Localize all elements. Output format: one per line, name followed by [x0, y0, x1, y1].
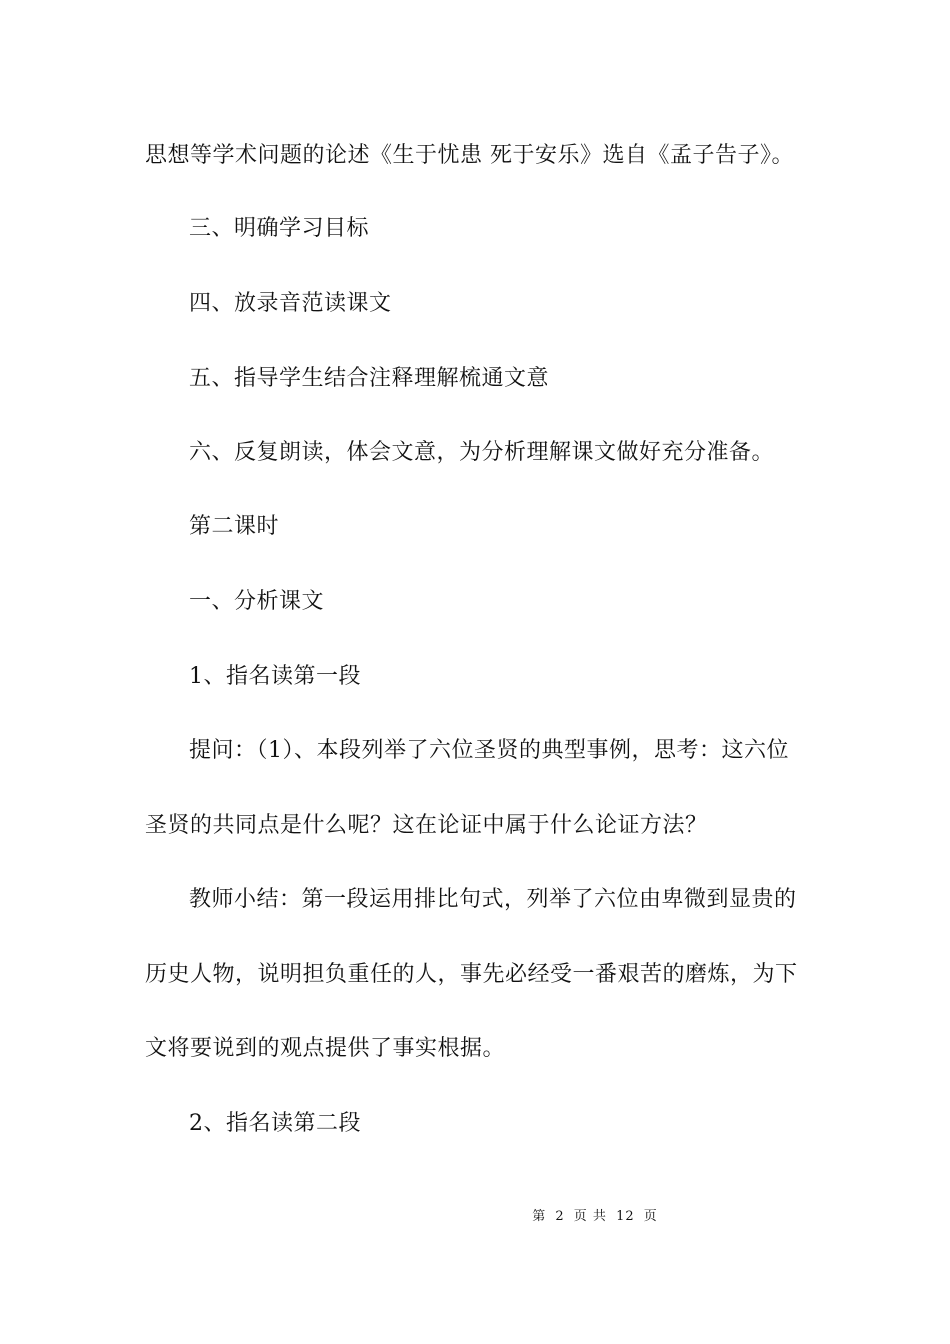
section-heading: 五、指导学生结合注释理解梳通文意: [189, 366, 550, 391]
paragraph-line: 圣贤的共同点是什么呢？这在论证中属于什么论证方法？: [145, 813, 708, 838]
footer-middle: 页 共: [573, 1209, 607, 1224]
section-heading: 三、明确学习目标: [189, 216, 370, 241]
footer-suffix: 页: [643, 1209, 658, 1224]
page-footer: [0, 1208, 950, 1226]
paragraph-line: 文将要说到的观点提供了事实根据。: [145, 1036, 506, 1061]
footer-prefix: 第: [532, 1209, 547, 1224]
list-item: 1、指名读第一段: [189, 664, 361, 689]
section-heading: 四、放录音范读课文: [189, 291, 392, 316]
footer-page-number: 2: [555, 1209, 565, 1224]
list-item: 2、指名读第二段: [189, 1111, 361, 1136]
paragraph-line: 思想等学术问题的论述《生于忧患 死于安乐》选自《孟子告子》。: [145, 143, 794, 168]
paragraph-line: 历史人物，说明担负重任的人，事先必经受一番艰苦的磨炼，为下: [145, 962, 798, 987]
paragraph-line: 提问：（1）、本段列举了六位圣贤的典型事例，思考：这六位: [189, 738, 789, 763]
footer-total-pages: 12: [616, 1209, 635, 1224]
section-heading: 一、分析课文: [189, 589, 325, 614]
lesson-heading: 第二课时: [189, 514, 280, 539]
paragraph-line: 教师小结：第一段运用排比句式，列举了六位由卑微到显贵的: [189, 887, 797, 912]
section-heading: 六、反复朗读，体会文意，为分析理解课文做好充分准备。: [189, 440, 775, 465]
